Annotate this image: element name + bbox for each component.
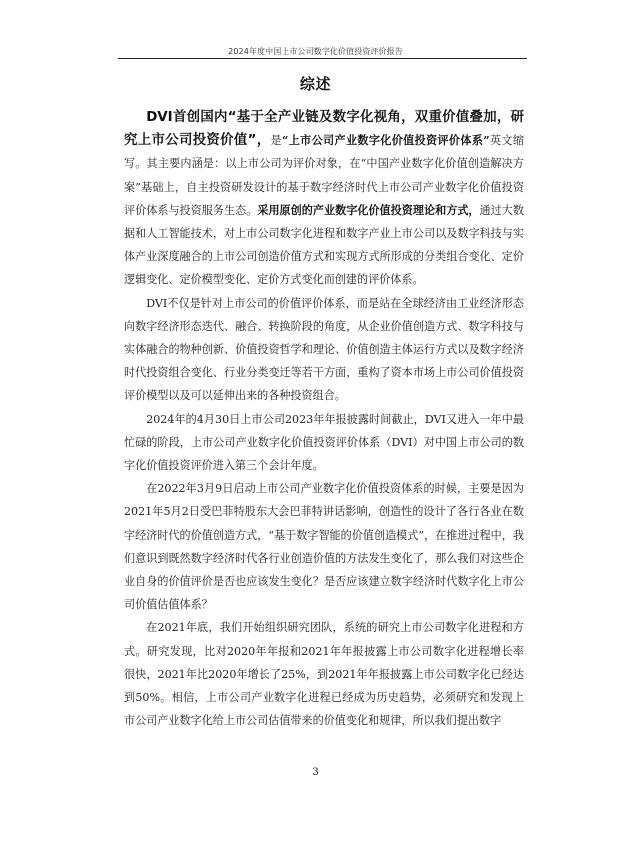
page-number: 3	[312, 767, 319, 778]
running-header: 2024年度中国上市公司数字化价值投资评价报告	[228, 47, 403, 56]
header-rule	[118, 58, 527, 59]
system-name: “上市公司产业数字化价值投资评价体系”	[282, 134, 490, 148]
paragraph-1-emphasis: 采用原创的产业数字化价值投资理论和方式，	[257, 203, 480, 217]
paragraph-5: 在2021年底，我们开始组织研究团队，系统的研究上市公司数字化进程和方式。研究发现，比对2020年年报和2021年年报披露上市公司数字化进程增长率很快，2021年比2020年增长了25%，到2021年年报披露上市公司数字化已经达到50%。相信，上市公司产业数字化进程已经成为历史趋势，必须研究和发现上市公司产业数字化给上市公司估值带来的价值变化和规律，所以我们提出数字	[124, 621, 524, 728]
paragraph-4: 在2022年3月9日启动上市公司产业数字化价值投资体系的时候，主要是因为2021年5月2日受巴菲特股东大会巴菲特讲话影响，创造性的设计了各行各业在数字经济时代的价值创造方式，“基于数字智能的价值创造模式”，在推进过程中，我们意识到既然数字经济时代各行业创造价值的方法发生变化了，那么我们对这些企业自身的价值评价是否也应该发生变化？是否应该建立数字经济时代数字化上市公司价值估值体系？	[124, 482, 524, 612]
body-text	[124, 106, 524, 732]
paragraph-1-connector: 是	[270, 134, 282, 148]
paragraph-1-tail: 通过大数据和人工智能技术，对上市公司数字化进程和数字产业上市公司以及数字科技与实体产业深度融合的上市公司创造价值方式和实现方式所形成的分类组合变化、定价逻辑变化、定价模型变化、定价方式变化而创建的评价体系。	[124, 203, 524, 287]
paragraph-1	[124, 106, 524, 292]
paragraph-1-definition: 英文缩写。其主要内涵是：以上市公司为评价对象，在“中国产业数字化价值创造解决方案”基础上，自主投资研发设计的基于数字经济时代上市公司产业数字化价值投资评价体系与投资服务生态。	[124, 134, 524, 217]
paragraph-2: DVI不仅是针对上市公司的价值评价体系，而是站在全球经济由工业经济形态向数字经济形态迭代、融合、转换阶段的角度，从企业价值创造方式、数字科技与实体融合的物种创新、价值投资哲学和理论、价值创造主体运行方式以及数字经济时代投资组合变化、行业分类变迁等若干方面，重构了资本市场上市公司价值投资评价模型以及可以延伸出来的各种投资组合。	[124, 296, 524, 403]
paragraph-3: 2024年的4月30日上市公司2023年年报披露时间截止，DVI又进入一年中最忙碌的阶段，上市公司产业数字化价值投资评价体系（DVI）对中国上市公司的数字化价值投资评价进入第三个会计年度。	[124, 412, 524, 473]
lead-statement: DVI首创国内“基于全产业链及数字化视角，双重价值叠加，研究上市公司投资价值”，	[124, 110, 524, 149]
section-title: 综述	[299, 75, 332, 93]
